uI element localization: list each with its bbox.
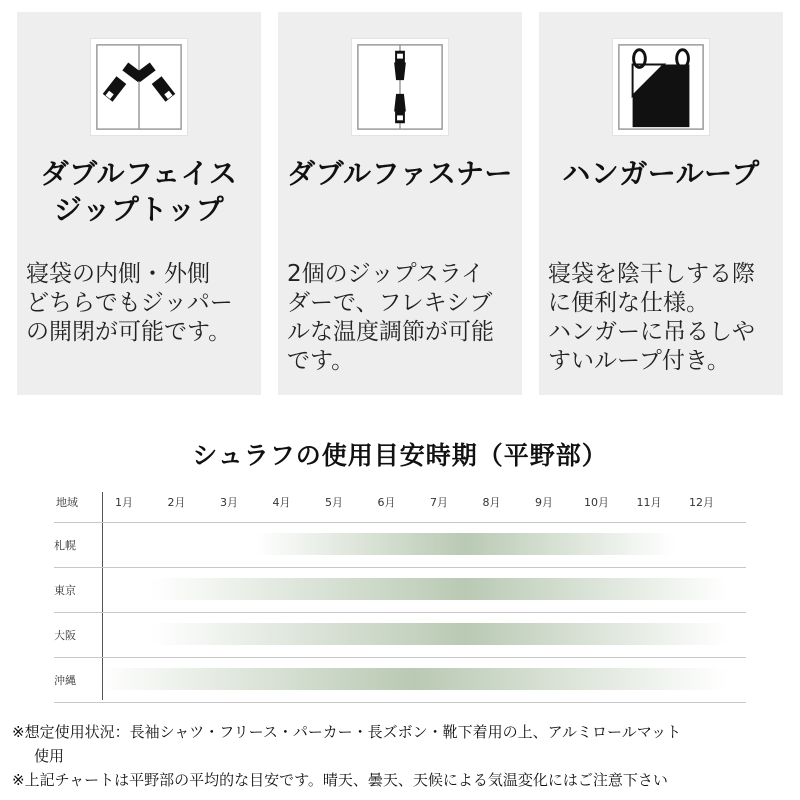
month-header: 3月	[220, 496, 238, 509]
month-header: 7月	[430, 496, 448, 509]
region-label: 東京	[54, 584, 76, 597]
month-header: 12月	[689, 496, 714, 509]
usage-bar	[150, 623, 728, 645]
feature-card-double-zipper	[278, 12, 522, 395]
usage-bar	[255, 533, 675, 555]
month-header: 11月	[636, 496, 662, 509]
double-zipper-icon	[351, 38, 449, 136]
row-divider	[54, 702, 746, 703]
note-usage-condition-cont: 使用	[34, 747, 65, 765]
feature-description: 2個のジップスライ ダーで、フレキシブ ルな温度調節が可能 です。	[287, 261, 494, 374]
month-header: 5月	[325, 496, 343, 509]
usage-bar	[98, 668, 728, 690]
region-label: 札幌	[54, 539, 76, 552]
feature-description: 寝袋を陰干しする際 に便利な仕様。 ハンガーに吊るしや すいループ付き。	[548, 261, 755, 374]
month-header: 9月	[535, 496, 553, 509]
note-disclaimer: ※上記チャートは平野部の平均的な目安です。晴天、曇天、天候による気温変化にはご注意下さい	[12, 771, 668, 789]
feature-card-double-face	[17, 12, 261, 395]
month-header: 10月	[584, 496, 609, 509]
row-divider	[54, 522, 746, 523]
feature-title: ダブルフェイス ジップトップ	[40, 157, 238, 226]
region-label: 沖縄	[54, 674, 76, 687]
month-header: 1月	[115, 496, 133, 509]
chart-title: シュラフの使用目安時期（平野部）	[192, 441, 608, 470]
note-usage-condition: ※想定使用状況：長袖シャツ・フリース・パーカー・長ズボン・靴下着用の上、アルミロールマット	[12, 723, 682, 741]
feature-card-hanger-loop	[539, 12, 783, 395]
region-header: 地域	[56, 496, 78, 509]
row-divider	[54, 657, 746, 658]
double-face-zip-icon	[90, 38, 188, 136]
month-header: 6月	[377, 496, 396, 509]
usage-period-chart	[54, 480, 746, 708]
row-divider	[54, 567, 746, 568]
row-divider	[54, 612, 746, 613]
hanger-loop-icon	[612, 38, 710, 136]
month-header: 4月	[272, 496, 291, 509]
feature-description: 寝袋の内側・外側 どちらでもジッパー の開閉が可能です。	[26, 261, 233, 345]
month-header: 2月	[167, 496, 186, 509]
feature-title: ハンガーループ	[562, 157, 760, 190]
feature-title: ダブルファスナー	[287, 157, 513, 190]
usage-bar	[150, 578, 728, 600]
region-label: 大阪	[54, 629, 76, 642]
notes	[12, 720, 792, 792]
month-header: 8月	[482, 496, 501, 509]
